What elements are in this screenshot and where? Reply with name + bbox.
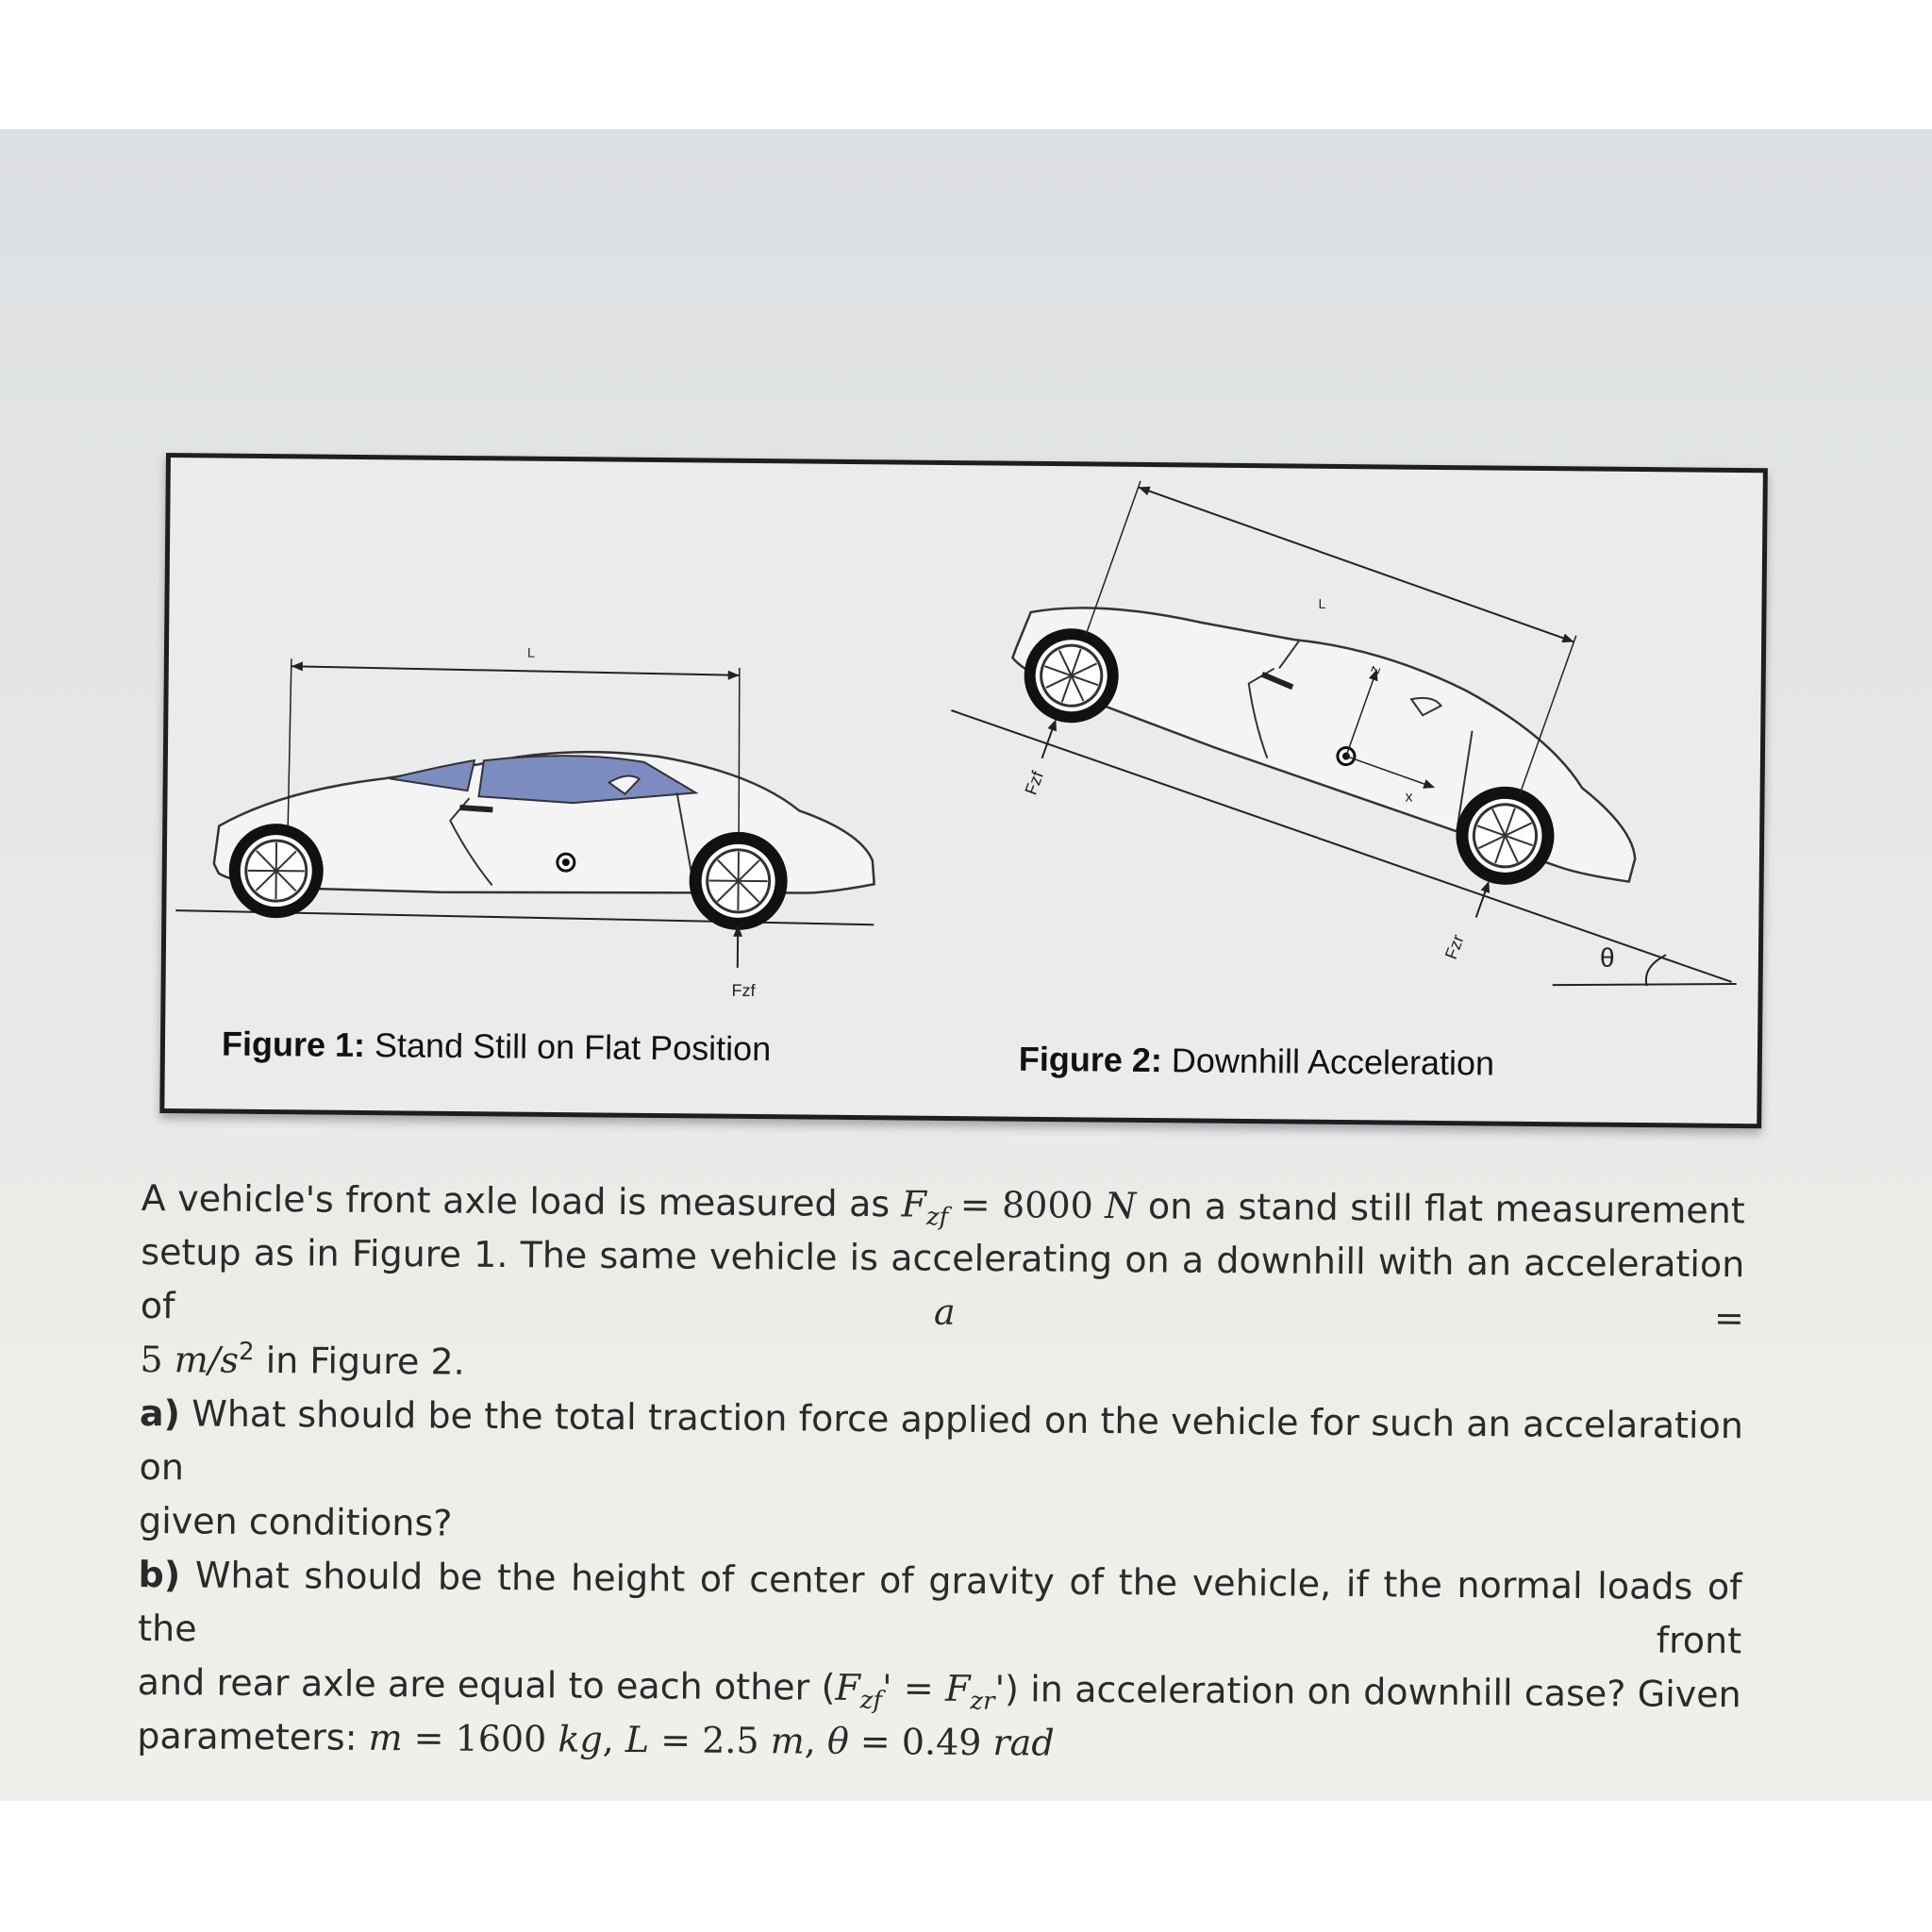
fzf-symbol [901, 1183, 949, 1232]
question-b-line-3: parameters: m = 1600 kg, L = 2.5 m, θ = 0.49 rad [137, 1714, 1055, 1764]
param-length-unit: m [770, 1720, 805, 1762]
figure1-force-label: Fzf [731, 980, 756, 1001]
param-mass-value: = 1600 [402, 1717, 558, 1760]
figure2-car [949, 459, 1741, 987]
figure2-caption [1019, 1040, 1495, 1084]
parameters-label: parameters: [137, 1714, 369, 1758]
figure1-dimension-label: L [526, 644, 535, 660]
figure2-caption-text: Downhill Acceleration [1171, 1041, 1495, 1083]
figures-drawing [164, 458, 1763, 1124]
param-angle-symbol: θ [826, 1720, 849, 1762]
fzf-value: = 8000 [948, 1183, 1106, 1227]
fzf-subscript: zf [925, 1203, 949, 1232]
intro-text-1-end: on a stand still flat measurement [1147, 1185, 1745, 1232]
param-length-symbol: L [625, 1719, 650, 1761]
question-b-text-2a: and rear axle are equal to each other ( [137, 1660, 836, 1708]
figure-panel [159, 453, 1768, 1128]
figure2-x-axis-label: x [1405, 789, 1413, 806]
question-a-text-1: What should be the total traction force applied on the vehicle for such an accelaration on [139, 1392, 1744, 1489]
question-b-text-2b: ') in acceleration on downhill case? Given [994, 1668, 1741, 1716]
unit-newton: N [1105, 1185, 1137, 1227]
figure1-caption-text: Stand Still on Flat Position [374, 1025, 772, 1069]
figure2-front-force-label: Fzf [1021, 768, 1048, 798]
question-a-text-2: given conditions? [138, 1499, 453, 1544]
acceleration-symbol: a [933, 1291, 956, 1333]
fzr-prime-subscript: zr [970, 1687, 995, 1716]
fzr-prime-symbol [944, 1667, 995, 1716]
problem-statement [137, 1172, 1745, 1775]
prime-equals: ' = [881, 1667, 946, 1709]
fzf-prime-symbol [835, 1666, 883, 1715]
figure2-rear-force-label: Fzr [1441, 932, 1468, 962]
acceleration-unit-exponent: 2 [238, 1338, 255, 1367]
problem-line-2 [141, 1225, 1745, 1345]
fzf-letter: F [901, 1183, 927, 1225]
intro-text-1: A vehicle's front axle load is measured as [141, 1176, 891, 1225]
figure1-caption [222, 1024, 772, 1070]
question-b-line-1 [138, 1548, 1742, 1668]
acceleration-value: 5 [140, 1338, 175, 1381]
question-b-text-1: What should be the height of center of gravity of the vehicle, if the normal loads of the front [138, 1554, 1742, 1662]
param-length-value: = 2.5 [649, 1719, 771, 1762]
figure1-caption-label: Figure 1: [221, 1024, 366, 1065]
param-angle-unit: rad [992, 1722, 1055, 1764]
equals-sign: = [955, 1291, 1745, 1340]
question-a-line-1 [139, 1387, 1743, 1507]
figure2-caption-label: Figure 2: [1018, 1039, 1163, 1080]
fzr-prime-letter: F [944, 1667, 971, 1709]
figure1-car [175, 658, 876, 969]
figure2-angle-label: θ [1599, 942, 1615, 973]
figure2-dimension-label: L [1318, 595, 1326, 611]
intro-text-3-end: in Figure 2. [254, 1339, 465, 1383]
figure2-z-axis-label: z [1366, 663, 1385, 676]
photo-background [0, 129, 1932, 1801]
param-angle-value: = 0.49 [848, 1720, 993, 1764]
intro-text-2: setup as in Figure 1. The same vehicle is accelerating on a downhill with an acceleration of [140, 1230, 1745, 1327]
fzf-prime-subscript: zf [859, 1686, 883, 1715]
param-mass-unit: kg [558, 1718, 603, 1760]
param-mass-symbol: m [368, 1716, 403, 1759]
acceleration-unit: m/s [174, 1339, 240, 1381]
fzf-prime-letter: F [835, 1666, 860, 1708]
question-b-label: b) [138, 1553, 181, 1596]
question-a-label: a) [139, 1391, 181, 1435]
